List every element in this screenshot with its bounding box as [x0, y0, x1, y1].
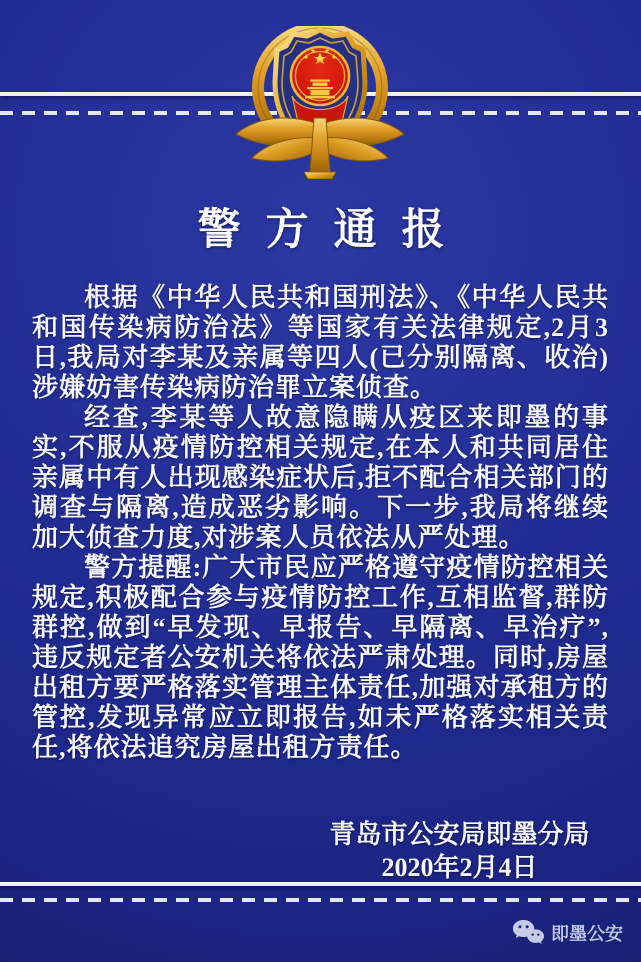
notice-paragraph-3: 警方提醒:广大市民应严格遵守疫情防控相关规定,积极配合参与疫情防控工作,互相监督,群防群控,做到“早发现、早报告、早隔离、早治疗”,违反规定者公安机关将依法严肃处理。同时,房屋出租方要严格落实管理主体责任,加强对承租方的管控,发现异常应立即报告,如未严格落实相关责任,将依法追究房屋出租方责任。: [32, 553, 609, 762]
police-badge-emblem: [230, 26, 410, 179]
notice-title: 警方通报: [197, 207, 470, 254]
notice-body: [32, 283, 609, 763]
signature-block: [317, 818, 602, 884]
issue-date: 2020年2月4日: [381, 853, 538, 882]
wechat-icon: [512, 919, 544, 946]
bottom-dashed-rule: [0, 898, 641, 902]
watermark-label: 即墨公安: [551, 923, 623, 944]
notice-paragraph-2: 经查,李某等人故意隐瞒从疫区来即墨的事实,不服从疫情防控相关规定,在本人和共同居住亲属中有人出现感染症状后,拒不配合相关部门的调查与隔离,造成恶劣影响。下一步,我局将继续加大侦查力度,对涉案人员依法从严处理。: [32, 403, 609, 552]
wechat-watermark: [512, 919, 623, 946]
issuing-authority: 青岛市公安局即墨分局: [329, 820, 590, 849]
notice-paragraph-1: 根据《中华人民共和国刑法》、《中华人民共和国传染病防治法》等国家有关法律规定,2月3日,我局对李某及亲属等四人(已分别隔离、收治)涉嫌妨害传染病防治罪立案侦查。: [32, 283, 609, 402]
